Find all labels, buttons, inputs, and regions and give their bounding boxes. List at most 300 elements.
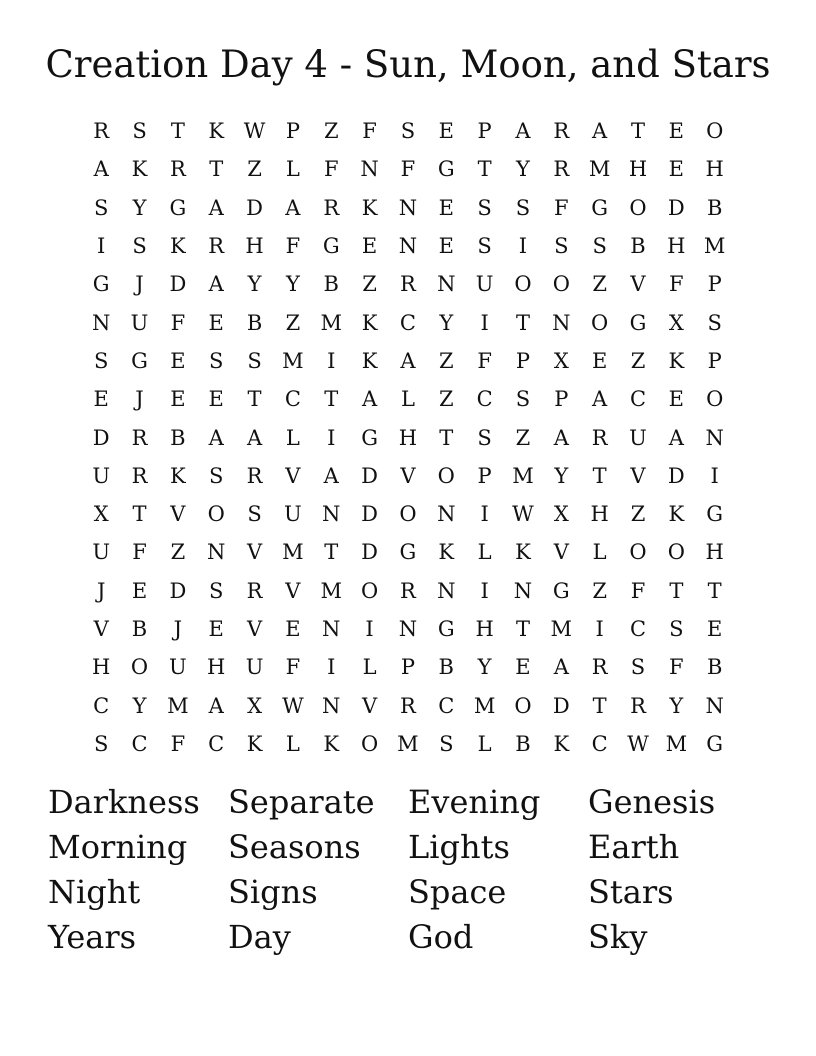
grid-letter[interactable]: I [518, 234, 528, 259]
grid-letter[interactable]: B [706, 195, 723, 220]
grid-letter[interactable]: G [591, 195, 609, 220]
grid-letter[interactable]: F [132, 540, 147, 565]
grid-letter[interactable]: H [628, 157, 648, 182]
grid-letter[interactable]: L [477, 540, 492, 565]
grid-letter[interactable]: G [169, 195, 187, 220]
grid-letter[interactable]: F [170, 310, 186, 335]
grid-letter[interactable]: X [553, 348, 569, 373]
grid-letter[interactable]: K [361, 195, 378, 220]
grid-letter[interactable]: P [707, 272, 722, 297]
grid-letter[interactable]: A [361, 387, 378, 412]
grid-letter[interactable]: Y [285, 272, 300, 297]
grid-letter[interactable]: T [592, 693, 607, 718]
grid-letter[interactable]: C [399, 310, 416, 335]
grid-letter[interactable]: R [246, 578, 263, 603]
grid-letter[interactable]: H [475, 617, 494, 641]
grid-letter[interactable]: E [438, 234, 454, 259]
grid-letter[interactable]: R [553, 157, 570, 182]
grid-letter[interactable]: P [477, 119, 492, 144]
grid-letter[interactable]: E [668, 119, 684, 144]
grid-letter[interactable]: H [667, 234, 686, 259]
grid-letter[interactable]: H [705, 540, 724, 565]
grid-letter[interactable]: K [131, 157, 148, 182]
grid-letter[interactable]: L [285, 731, 300, 756]
grid-letter[interactable]: M [282, 348, 304, 373]
grid-letter[interactable]: C [131, 731, 148, 756]
grid-letter[interactable]: I [480, 578, 489, 603]
grid-letter[interactable]: N [705, 425, 724, 450]
grid-letter[interactable]: S [515, 195, 531, 220]
grid-letter[interactable]: B [170, 425, 186, 450]
grid-letter[interactable]: E [668, 387, 684, 412]
grid-letter[interactable]: G [361, 425, 378, 450]
grid-letter[interactable]: F [362, 119, 377, 144]
grid-letter[interactable]: D [169, 272, 187, 297]
grid-letter[interactable]: I [595, 617, 604, 641]
grid-letter[interactable]: G [706, 502, 724, 527]
grid-letter[interactable]: L [400, 387, 415, 412]
grid-letter[interactable]: H [92, 655, 111, 680]
grid-letter[interactable]: G [92, 272, 110, 297]
grid-letter[interactable]: I [327, 655, 336, 680]
grid-letter[interactable]: B [438, 655, 454, 680]
grid-letter[interactable]: Y [132, 195, 147, 220]
grid-letter[interactable]: E [131, 578, 148, 603]
grid-letter[interactable]: S [247, 502, 262, 527]
grid-letter[interactable]: Z [630, 502, 646, 527]
grid-letter[interactable]: S [93, 731, 109, 756]
word-list-item: Space [408, 873, 507, 911]
grid-letter[interactable]: U [629, 425, 647, 450]
grid-letter[interactable]: B [706, 655, 723, 680]
grid-letter[interactable]: I [480, 502, 489, 527]
word-list-item: Night [48, 873, 141, 911]
grid-letter[interactable]: R [323, 195, 340, 220]
grid-letter[interactable]: V [170, 502, 186, 527]
grid-letter[interactable]: E [208, 617, 224, 641]
grid-letter[interactable]: A [208, 272, 224, 297]
grid-letter[interactable]: W [282, 693, 304, 718]
grid-letter[interactable]: M [473, 693, 496, 718]
grid-letter[interactable]: S [439, 731, 454, 756]
grid-letter[interactable]: A [553, 655, 569, 680]
grid-letter[interactable]: B [323, 272, 339, 297]
grid-letter[interactable]: L [285, 425, 300, 450]
grid-letter[interactable]: Z [592, 272, 607, 297]
grid-letter[interactable]: O [399, 502, 417, 527]
grid-letter[interactable]: Y [669, 693, 684, 718]
grid-letter[interactable]: Z [247, 157, 262, 182]
grid-letter[interactable]: K [515, 540, 531, 565]
grid-letter[interactable]: V [93, 617, 109, 641]
grid-letter[interactable]: S [592, 234, 607, 259]
grid-letter[interactable]: P [515, 348, 531, 373]
grid-letter[interactable]: F [323, 157, 339, 182]
grid-letter[interactable]: R [169, 157, 186, 182]
grid-letter[interactable]: D [667, 195, 685, 220]
grid-letter[interactable]: E [668, 157, 684, 182]
grid-letter[interactable]: K [208, 119, 225, 144]
grid-letter[interactable]: R [208, 234, 225, 259]
grid-letter[interactable]: D [361, 540, 378, 565]
grid-letter[interactable]: P [477, 463, 492, 488]
grid-letter[interactable]: K [668, 348, 685, 373]
grid-letter[interactable]: S [630, 655, 646, 680]
grid-letter[interactable]: O [667, 540, 685, 565]
grid-letter[interactable]: T [247, 387, 262, 412]
grid-letter[interactable]: S [515, 387, 531, 412]
grid-letter[interactable]: W [627, 731, 649, 756]
word-list-item: Stars [588, 873, 674, 911]
grid-letter[interactable]: V [246, 617, 263, 641]
grid-letter[interactable]: A [208, 425, 224, 450]
grid-letter[interactable]: C [629, 387, 647, 412]
word-list-item: Lights [408, 828, 510, 866]
grid-letter[interactable]: S [93, 348, 109, 373]
grid-letter[interactable]: L [362, 655, 377, 680]
grid-letter[interactable]: A [592, 387, 608, 412]
grid-letter[interactable]: V [400, 463, 416, 488]
grid-letter[interactable]: M [320, 578, 342, 603]
grid-letter[interactable]: Z [438, 348, 454, 373]
grid-letter[interactable]: A [208, 693, 224, 718]
grid-letter[interactable]: D [361, 502, 378, 527]
grid-letter[interactable]: Y [516, 157, 530, 182]
grid-letter[interactable]: F [554, 195, 569, 220]
word-list-row [48, 825, 768, 870]
grid-letter[interactable]: M [512, 463, 534, 488]
grid-letter[interactable]: R [591, 655, 608, 680]
word-list-item: Earth [588, 828, 680, 866]
grid-letter[interactable]: S [209, 578, 224, 603]
grid-letter[interactable]: O [360, 731, 379, 756]
grid-letter[interactable]: G [131, 348, 148, 373]
grid-letter[interactable]: M [665, 731, 688, 756]
grid-letter[interactable]: H [245, 234, 264, 259]
grid-letter[interactable]: G [706, 731, 724, 756]
grid-letter[interactable]: O [706, 119, 724, 144]
grid-letter[interactable]: P [707, 348, 722, 373]
grid-letter[interactable]: M [397, 731, 419, 756]
grid-letter[interactable]: R [131, 463, 148, 488]
grid-letter[interactable]: N [322, 617, 341, 641]
grid-letter[interactable]: S [669, 617, 684, 641]
grid-letter[interactable]: F [630, 578, 646, 603]
grid-letter[interactable]: M [282, 540, 304, 565]
grid-letter[interactable]: Y [554, 463, 569, 488]
grid-letter[interactable]: O [360, 578, 379, 603]
grid-letter[interactable]: E [170, 387, 186, 412]
grid-letter[interactable]: F [669, 655, 684, 680]
grid-letter[interactable]: V [246, 540, 263, 565]
grid-letter[interactable]: N [91, 310, 111, 335]
grid-letter[interactable]: L [592, 540, 607, 565]
grid-letter[interactable]: N [322, 693, 341, 718]
grid-letter[interactable]: E [93, 387, 109, 412]
grid-letter[interactable]: V [630, 272, 646, 297]
grid-letter[interactable]: W [243, 119, 266, 144]
grid-letter[interactable]: U [92, 463, 111, 488]
grid-letter[interactable]: Z [323, 119, 339, 144]
grid-letter[interactable]: B [131, 617, 148, 641]
grid-letter[interactable]: E [707, 617, 723, 641]
grid-letter[interactable]: D [361, 463, 378, 488]
grid-letter[interactable]: K [170, 463, 186, 488]
grid-letter[interactable]: J [173, 617, 183, 641]
grid-letter[interactable]: K [170, 234, 186, 259]
grid-letter[interactable]: S [209, 348, 224, 373]
grid-letter[interactable]: N [437, 272, 456, 297]
grid-letter[interactable]: H [207, 655, 226, 680]
grid-letter[interactable]: K [323, 731, 340, 756]
grid-letter[interactable]: F [400, 157, 416, 182]
grid-letter[interactable]: F [285, 655, 301, 680]
grid-letter[interactable]: A [208, 195, 224, 220]
grid-letter[interactable]: N [360, 157, 379, 182]
grid-letter[interactable]: T [515, 617, 530, 641]
grid-letter[interactable]: A [246, 425, 263, 450]
grid-letter[interactable]: M [703, 234, 726, 259]
grid-letter[interactable]: E [438, 195, 454, 220]
grid-letter[interactable]: N [398, 234, 418, 259]
grid-letter[interactable]: R [400, 578, 416, 603]
grid-letter[interactable]: M [320, 310, 342, 335]
grid-letter[interactable]: Z [592, 578, 607, 603]
grid-letter[interactable]: T [630, 119, 645, 144]
grid-letter[interactable]: T [209, 157, 224, 182]
grid-letter[interactable]: V [553, 540, 569, 565]
grid-letter[interactable]: D [246, 195, 263, 220]
grid-letter[interactable]: K [438, 540, 455, 565]
grid-letter[interactable]: J [135, 272, 144, 297]
grid-letter[interactable]: W [512, 502, 534, 527]
grid-letter[interactable]: C [476, 387, 493, 412]
grid-letter[interactable]: S [707, 310, 722, 335]
grid-letter[interactable]: Y [477, 655, 492, 680]
grid-letter[interactable]: P [554, 387, 569, 412]
grid-letter[interactable]: Z [285, 310, 301, 335]
grid-letter[interactable]: I [365, 617, 374, 641]
grid-letter[interactable]: S [477, 425, 492, 450]
grid-letter[interactable]: N [552, 310, 571, 335]
grid-letter[interactable]: R [400, 272, 416, 297]
word-list-row [48, 870, 768, 915]
grid-letter[interactable]: T [170, 119, 185, 144]
grid-letter[interactable]: S [132, 119, 147, 144]
grid-letter[interactable]: S [477, 195, 492, 220]
grid-letter[interactable]: T [592, 463, 607, 488]
grid-letter[interactable]: Z [170, 540, 186, 565]
grid-letter[interactable]: K [361, 348, 378, 373]
grid-letter[interactable]: Z [438, 387, 454, 412]
grid-letter[interactable]: M [167, 693, 189, 718]
grid-letter[interactable]: U [130, 310, 149, 335]
grid-letter[interactable]: E [591, 348, 608, 373]
grid-letter[interactable]: U [245, 655, 264, 680]
grid-letter[interactable]: D [667, 463, 685, 488]
grid-letter[interactable]: T [707, 578, 722, 603]
grid-letter[interactable]: R [553, 119, 570, 144]
grid-letter[interactable]: D [552, 693, 570, 718]
grid-letter[interactable]: V [285, 463, 301, 488]
grid-letter[interactable]: E [170, 348, 186, 373]
grid-letter[interactable]: Y [132, 693, 147, 718]
grid-row [82, 189, 734, 227]
grid-letter[interactable]: G [437, 157, 455, 182]
grid-letter[interactable]: S [554, 234, 569, 259]
grid-letter[interactable]: A [93, 157, 109, 182]
grid-letter[interactable]: T [477, 157, 492, 182]
grid-letter[interactable]: M [550, 617, 573, 641]
grid-letter[interactable]: A [553, 425, 569, 450]
grid-letter[interactable]: A [515, 119, 531, 144]
grid-letter[interactable]: E [438, 119, 454, 144]
grid-letter[interactable]: B [515, 731, 531, 756]
grid-letter[interactable]: S [132, 234, 147, 259]
grid-letter[interactable]: N [705, 693, 724, 718]
grid-letter[interactable]: C [208, 731, 225, 756]
grid-letter[interactable]: E [361, 234, 378, 259]
grid-letter[interactable]: I [710, 463, 719, 488]
grid-letter[interactable]: G [399, 540, 417, 565]
grid-letter[interactable]: T [324, 540, 339, 565]
grid-letter[interactable]: C [93, 693, 110, 718]
grid-letter[interactable]: K [246, 731, 263, 756]
grid-letter[interactable]: G [552, 578, 570, 603]
grid-letter[interactable]: N [437, 502, 456, 527]
grid-letter[interactable]: O [629, 540, 647, 565]
grid-letter[interactable]: S [247, 348, 262, 373]
grid-letter[interactable]: Y [247, 272, 262, 297]
grid-letter[interactable]: F [477, 348, 492, 373]
grid-letter[interactable]: G [322, 234, 340, 259]
grid-letter[interactable]: S [209, 463, 224, 488]
grid-letter[interactable]: G [629, 310, 647, 335]
grid-letter[interactable]: P [400, 655, 415, 680]
grid-letter[interactable]: C [629, 617, 647, 641]
grid-letter[interactable]: T [132, 502, 147, 527]
grid-letter[interactable]: O [437, 463, 455, 488]
word-list-item: Darkness [48, 783, 200, 821]
grid-letter[interactable]: X [93, 502, 109, 527]
grid-letter[interactable]: S [400, 119, 416, 144]
grid-letter[interactable]: R [630, 693, 646, 718]
grid-letter[interactable]: V [285, 578, 301, 603]
grid-letter[interactable]: C [284, 387, 301, 412]
grid-letter[interactable]: E [515, 655, 531, 680]
grid-letter[interactable]: O [706, 387, 724, 412]
grid-letter[interactable]: O [514, 693, 532, 718]
grid-letter[interactable]: E [285, 617, 301, 641]
grid-letter[interactable]: A [668, 425, 684, 450]
word-list-item: Genesis [588, 783, 716, 821]
grid-letter[interactable]: N [398, 617, 418, 641]
grid-letter[interactable]: O [591, 310, 609, 335]
grid-letter[interactable]: N [322, 502, 341, 527]
grid-letter[interactable]: E [208, 387, 224, 412]
grid-letter[interactable]: I [480, 310, 489, 335]
grid-letter[interactable]: C [591, 731, 608, 756]
grid-letter[interactable]: R [400, 693, 416, 718]
grid-letter[interactable]: O [207, 502, 225, 527]
grid-letter[interactable]: I [327, 425, 336, 450]
grid-letter[interactable]: U [92, 540, 111, 565]
grid-letter[interactable]: S [93, 195, 109, 220]
grid-letter[interactable]: R [93, 119, 110, 144]
grid-letter[interactable]: U [169, 655, 187, 680]
grid-letter[interactable]: R [246, 463, 263, 488]
grid-letter[interactable]: L [477, 731, 492, 756]
grid-letter[interactable]: L [285, 157, 300, 182]
grid-letter[interactable]: A [400, 348, 416, 373]
grid-letter[interactable]: X [553, 502, 569, 527]
grid-letter[interactable]: V [361, 693, 378, 718]
grid-letter[interactable]: H [398, 425, 418, 450]
grid-letter[interactable]: C [438, 693, 455, 718]
grid-letter[interactable]: O [552, 272, 570, 297]
grid-letter[interactable]: Z [630, 348, 646, 373]
grid-letter[interactable]: R [131, 425, 148, 450]
grid-letter[interactable]: A [592, 119, 608, 144]
grid-letter[interactable]: I [327, 348, 336, 373]
grid-letter[interactable]: X [247, 693, 263, 718]
grid-letter[interactable]: U [284, 502, 302, 527]
grid-letter[interactable]: U [475, 272, 494, 297]
grid-letter[interactable]: A [285, 195, 301, 220]
grid-letter[interactable]: E [208, 310, 224, 335]
grid-letter[interactable]: H [705, 157, 724, 182]
grid-row [82, 495, 734, 533]
grid-letter[interactable]: N [207, 540, 226, 565]
grid-letter[interactable]: A [323, 463, 339, 488]
grid-letter[interactable]: T [324, 387, 339, 412]
grid-letter[interactable]: M [588, 157, 611, 182]
grid-letter[interactable]: J [96, 578, 106, 603]
grid-letter[interactable]: D [92, 425, 110, 450]
grid-letter[interactable]: I [97, 234, 106, 259]
grid-letter[interactable]: K [668, 502, 685, 527]
grid-letter[interactable]: O [514, 272, 532, 297]
grid-letter[interactable]: O [629, 195, 647, 220]
grid-letter[interactable]: O [130, 655, 149, 680]
grid-letter[interactable]: H [590, 502, 609, 527]
grid-letter[interactable]: Z [515, 425, 531, 450]
grid-letter[interactable]: V [630, 463, 646, 488]
grid-letter[interactable]: T [439, 425, 454, 450]
grid-letter[interactable]: J [135, 387, 144, 412]
grid-letter[interactable]: T [515, 310, 530, 335]
grid-letter[interactable]: D [169, 578, 187, 603]
grid-letter[interactable]: X [668, 310, 684, 335]
grid-letter[interactable]: B [630, 234, 646, 259]
grid-letter[interactable]: R [591, 425, 608, 450]
grid-letter[interactable]: Z [362, 272, 377, 297]
grid-letter[interactable]: B [246, 310, 263, 335]
grid-letter[interactable]: K [553, 731, 570, 756]
grid-letter[interactable]: P [285, 119, 300, 144]
grid-letter[interactable]: N [513, 578, 533, 603]
grid-letter[interactable]: T [669, 578, 684, 603]
grid-letter[interactable]: N [437, 578, 456, 603]
grid-letter[interactable]: K [361, 310, 378, 335]
grid-letter[interactable]: F [285, 234, 301, 259]
grid-letter[interactable]: F [170, 731, 186, 756]
grid-letter[interactable]: F [669, 272, 684, 297]
grid-letter[interactable]: N [398, 195, 418, 220]
grid-letter[interactable]: Y [439, 310, 454, 335]
grid-letter[interactable]: S [477, 234, 492, 259]
grid-letter[interactable]: G [437, 617, 455, 641]
